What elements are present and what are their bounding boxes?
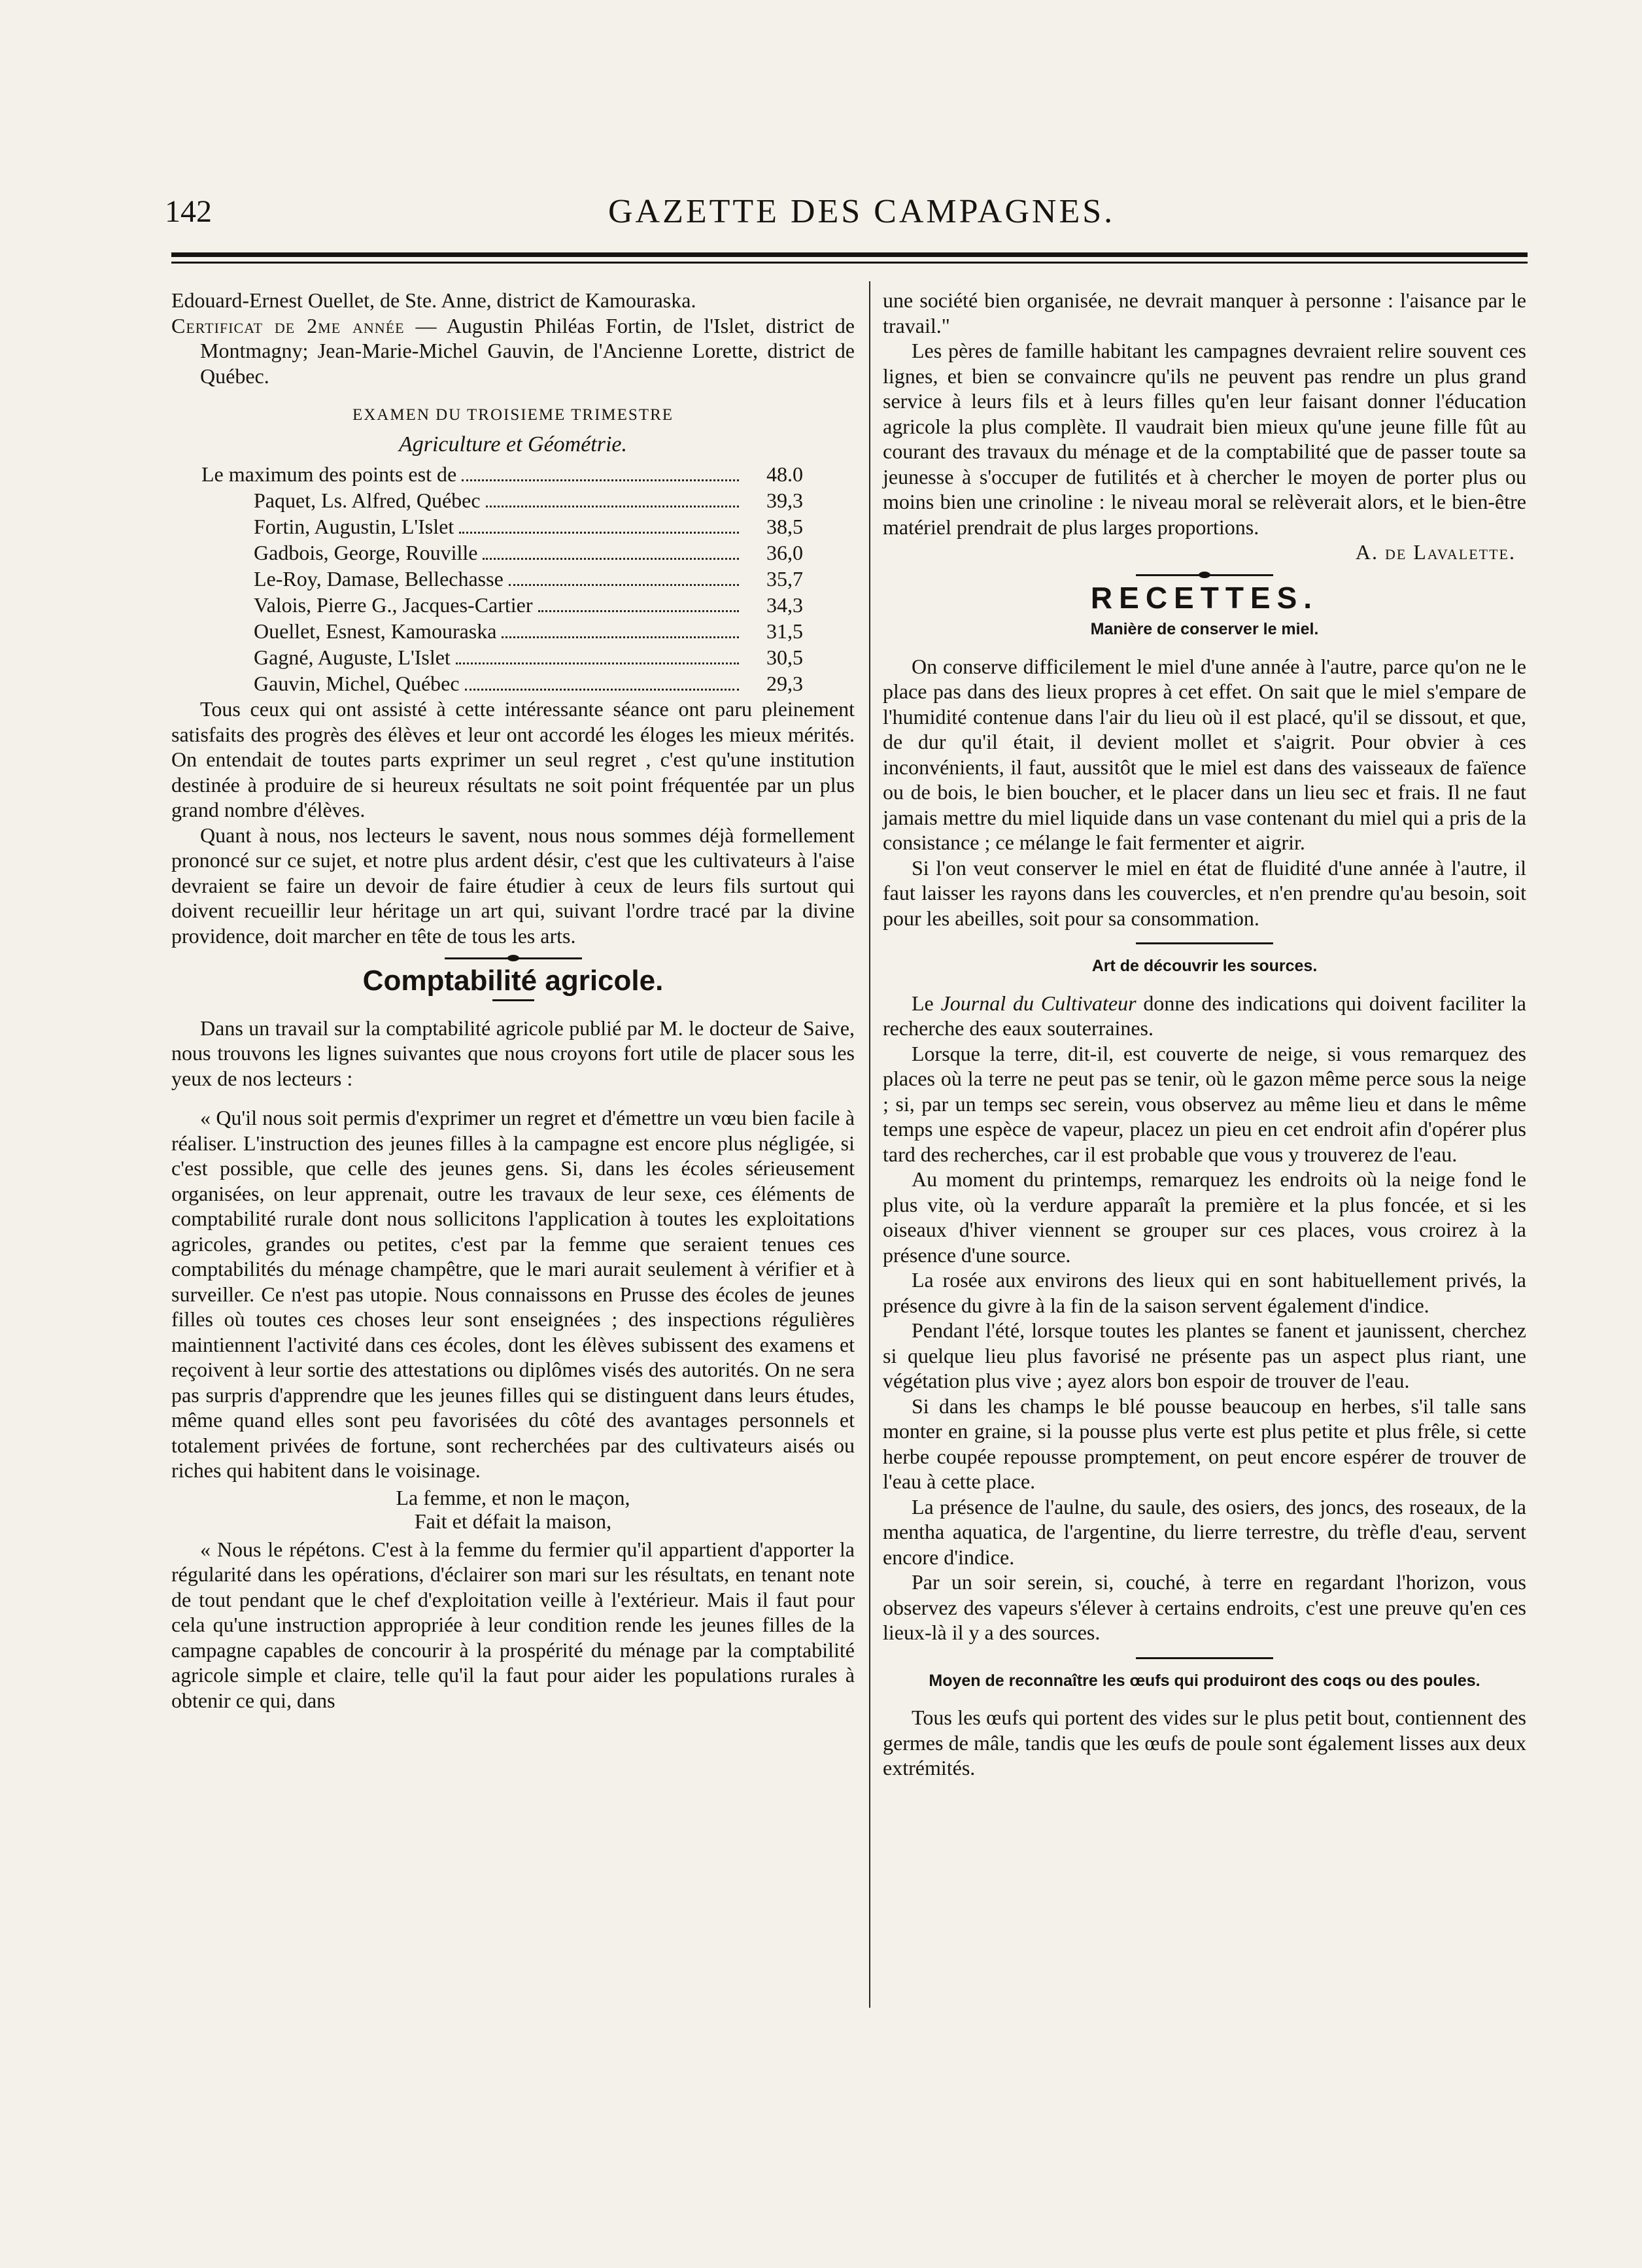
paragraph: Si l'on veut conserver le miel en état de fluidité d'une année à l'autre, il faut laisser les rayons dans les couvercles, et n'en prendre qu'au besoin, soit pour les abeilles, soit pour sa consommation. <box>883 855 1526 930</box>
score-row: Le maximum des points est de 48.0 <box>201 462 803 486</box>
exam-heading: EXAMEN DU TROISIEME TRIMESTRE <box>352 406 674 424</box>
exam-subject: Agriculture et Géométrie. <box>398 432 628 456</box>
paragraph: Lorsque la terre, dit-il, est couverte de neige, si vous remarquez des places où la terre ne peut pas se tenir, où le gazon même perce sous la neige ; si, par un temps sec serein, vous observez au même lieu et dans le même temps une espèce de vapeur, placez un pieu en cet endroit afin d'opérer plus tard des recherches, car il est probable que vous y trouverez de l'eau. <box>883 1041 1526 1166</box>
paragraph: On conserve difficilement le miel d'une année à l'autre, parce qu'on ne le place pas dans des lieux propres à cet effet. On sait que le miel s'empare de l'humidité contenue dans l'air du lieu où il est placé, qu'il se dissout, et que, de dur qu'il était, il devient mollet et s'aigrit. Pour obvier à ces inconvénients, il faut, aussitôt que le miel est dans des vaisseaux de faïence ou de bois, le bien boucher, et le placer dans un lieu sec et frais. Il ne faut jamais mettre du miel liquide dans un vase contenant du miel qui a pris de la consistance ; ce mélange le fait fermenter et aigrir. <box>883 654 1526 854</box>
paragraph: Tous les œufs qui portent des vides sur le plus petit bout, contiennent des germes de mâle, tandis que les œufs de poule sont également lisses aux deux extrémités. <box>883 1706 1526 1779</box>
paragraph: une société bien organisée, ne devrait manquer à personne : l'aisance par le travail." <box>883 288 1526 337</box>
rule <box>1136 1657 1273 1659</box>
score-row: Gauvin, Michel, Québec 29,3 <box>254 672 803 695</box>
paragraph: Dans un travail sur la comptabilité agricole publié par M. le docteur de Saive, nous trouvons les lignes suivantes que nous croyons fort utile de placer sous les yeux de nos lecteurs : <box>171 1016 855 1090</box>
page-number: 142 <box>165 194 212 229</box>
header-rule-thin <box>171 262 1528 264</box>
journal-title: Journal du Cultivateur <box>940 991 1137 1015</box>
score-row: Gagné, Auguste, L'Islet 30,5 <box>254 645 803 669</box>
section-title-recettes: RECETTES. <box>1090 580 1319 615</box>
paragraph: Si dans les champs le blé pousse beaucoup en herbes, s'il talle sans monter en graine, si la pousse plus verte est plus petite et plus frêle, si cette herbe coupée repousse promptement, on peut encore espérer de trouver de l'eau à cette place. <box>883 1394 1526 1493</box>
signature: A. de Lavalette. <box>1355 540 1516 564</box>
score-row: Valois, Pierre G., Jacques-Cartier 34,3 <box>254 593 803 617</box>
award-line: Edouard-Ernest Ouellet, de Ste. Anne, district de Kamouraska. <box>171 288 696 312</box>
paragraph: La rosée aux environs des lieux qui en sont habituellement privés, la présence du givre à la fin de la saison servent également d'indice. <box>883 1268 1526 1317</box>
ornament-divider <box>445 957 582 959</box>
subheading: Manière de conserver le miel. <box>1090 620 1319 638</box>
verse <box>171 1486 855 1533</box>
score-row: Ouellet, Esnest, Kamouraska 31,5 <box>254 619 803 643</box>
paragraph: La présence de l'aulne, du saule, des osiers, des joncs, des roseaux, de la mentha aquatica, de l'argentine, du lierre terrestre, du trèfle d'eau, servent encore d'indice. <box>883 1494 1526 1569</box>
paragraph: Pendant l'été, lorsque toutes les plantes se fanent et jaunissent, cherchez si quelque lieu plus favorisé ne présente pas un aspect plus riant, une végétation plus vive ; ayez alors bon espoir de trouver de l'eau. <box>883 1318 1526 1392</box>
masthead-title: GAZETTE DES CAMPAGNES. <box>608 193 1116 230</box>
subheading: Moyen de reconnaître les œufs qui produiront des coqs ou des poules. <box>929 1671 1480 1690</box>
paragraph: Les pères de famille habitant les campagnes devraient relire souvent ces lignes, et bien se convaincre qu'ils ne peuvent pas rendre un plus grand service à leurs fils et à leurs filles qu'en leur faisant donner l'éducation agricole la plus complète. Il vaudrait bien mieux qu'une jeune fille fût au courant des travaux du ménage et de la comptabilité que de passer toute sa jeunesse à s'occuper de futilités et à chercher le moyen de porter plus ou moins bien une crinoline : le niveau moral se relèverait alors, et le bien-être matériel prendrait de plus larges proportions. <box>883 339 1526 539</box>
paragraph: Quant à nous, nos lecteurs le savent, nous nous sommes déjà formellement prononcé sur ce sujet, et notre plus ardent désir, c'est que les cultivateurs à l'aise devraient se faire un devoir de faire étudier à ceux de leurs fils surtout qui doivent recueillir leur héritage un art qui, suivant l'ordre tracé par la divine providence, doit marcher en tête de tous les arts. <box>171 823 855 948</box>
verse-line: La femme, et non le maçon, <box>396 1485 630 1509</box>
score-table <box>201 461 803 696</box>
ornament-divider <box>1136 574 1273 576</box>
paragraph: Tous ceux qui ont assisté à cette intéressante séance ont paru pleinement satisfaits des progrès des élèves et leur ont accordé les éloges les mieux mérités. On entendait de toutes parts exprimer un seul regret , c'est qu'une institution destinée à produire de si heureux résultats ne soit point fréquentée par un plus grand nombre d'élèves. <box>171 697 855 821</box>
paragraph: « Nous le répétons. C'est à la femme du fermier qu'il appartient d'apporter la régularité dans les opérations, d'éclairer son mari sur les résultats, en tenant note de tout pendant que le chef d'exploitation veille à l'extérieur. Mais il faut pour cela qu'une instruction appropriée à leur condition rende les jeunes filles de la campagne capables de concourir à la prospérité du ménage par la comptabilité agricole simple et claire, telle qu'il la faut pour aider les populations rurales à obtenir ce qui, dans <box>171 1537 855 1712</box>
section-title-comptabilite: Comptabilité agricole. <box>362 965 664 997</box>
score-row: Paquet, Ls. Alfred, Québec 39,3 <box>254 489 803 512</box>
score-row: Le-Roy, Damase, Bellechasse 35,7 <box>254 567 803 591</box>
paragraph: « Qu'il nous soit permis d'exprimer un regret et d'émettre un vœu bien facile à réaliser. L'instruction des jeunes filles à la campagne est encore plus négligée, si c'est possible, que celle des jeunes gens. Si, dans les écoles sérieusement organisées, on leur apprenait, outre les travaux de leur sexe, ces éléments de comptabilité rurale dont nous sollicitons l'application à toutes les exploitations agricoles, grandes ou petites, c'est par la femme que seraient tenues ces comptabilités du ménage champêtre, que le mari aurait seulement à vérifier et à surveiller. Ce n'est pas utopie. Nous connaissons en Prusse des écoles de jeunes filles où toutes ces choses leur sont enseignées ; des inspections régulières maintiennent l'activité dans ces écoles, dont les élèves subissent des examens et reçoivent à leur sortie des attestations ou diplômes visés des autorités. On ne sera pas surpris d'apprendre que les jeunes filles qui se distinguent dans leurs études, même quand elles sont peu favorisées du côté des avantages personnels et totalement privées de fortune, sont recherchées par des cultivateurs aisés ou riches qui habitent dans le voisinage. <box>171 1106 855 1482</box>
right-column <box>883 288 1526 1781</box>
score-row: Gadbois, George, Rouville 36,0 <box>254 541 803 564</box>
header-rule-thick <box>171 252 1528 257</box>
certificate-text: — Augustin Philéas Fortin, de l'Islet, district de Montmagny; Jean-Marie-Michel Gauvin, de l'Ancienne Lorette, district de Québec. <box>200 313 855 388</box>
certificate-paragraph <box>171 313 855 389</box>
verse-line: Fait et défait la maison, <box>414 1509 612 1533</box>
score-row: Fortin, Augustin, L'Islet 38,5 <box>254 515 803 538</box>
short-rule <box>492 999 534 1001</box>
rule <box>1136 942 1273 944</box>
column-divider <box>869 281 870 2008</box>
paragraph: Le Journal du Cultivateur donne des indications qui doivent faciliter la recherche des eaux souterraines. <box>883 991 1527 1040</box>
subheading: Art de découvrir les sources. <box>1091 957 1318 975</box>
paragraph: Au moment du printemps, remarquez les endroits où la neige fond le plus vite, où la verdure apparaît la première et la plus foncée, et si les oiseaux d'hiver viennent se grouper sur ces places, vous croirez à la présence d'une source. <box>883 1167 1526 1267</box>
left-column <box>171 288 855 1713</box>
certificate-lead: Certificat de 2me année <box>171 313 405 337</box>
paragraph: Par un soir serein, si, couché, à terre en regardant l'horizon, vous observez des vapeurs s'élever à certains endroits, c'est une preuve qu'en ces lieux-là il y a des sources. <box>883 1570 1526 1644</box>
